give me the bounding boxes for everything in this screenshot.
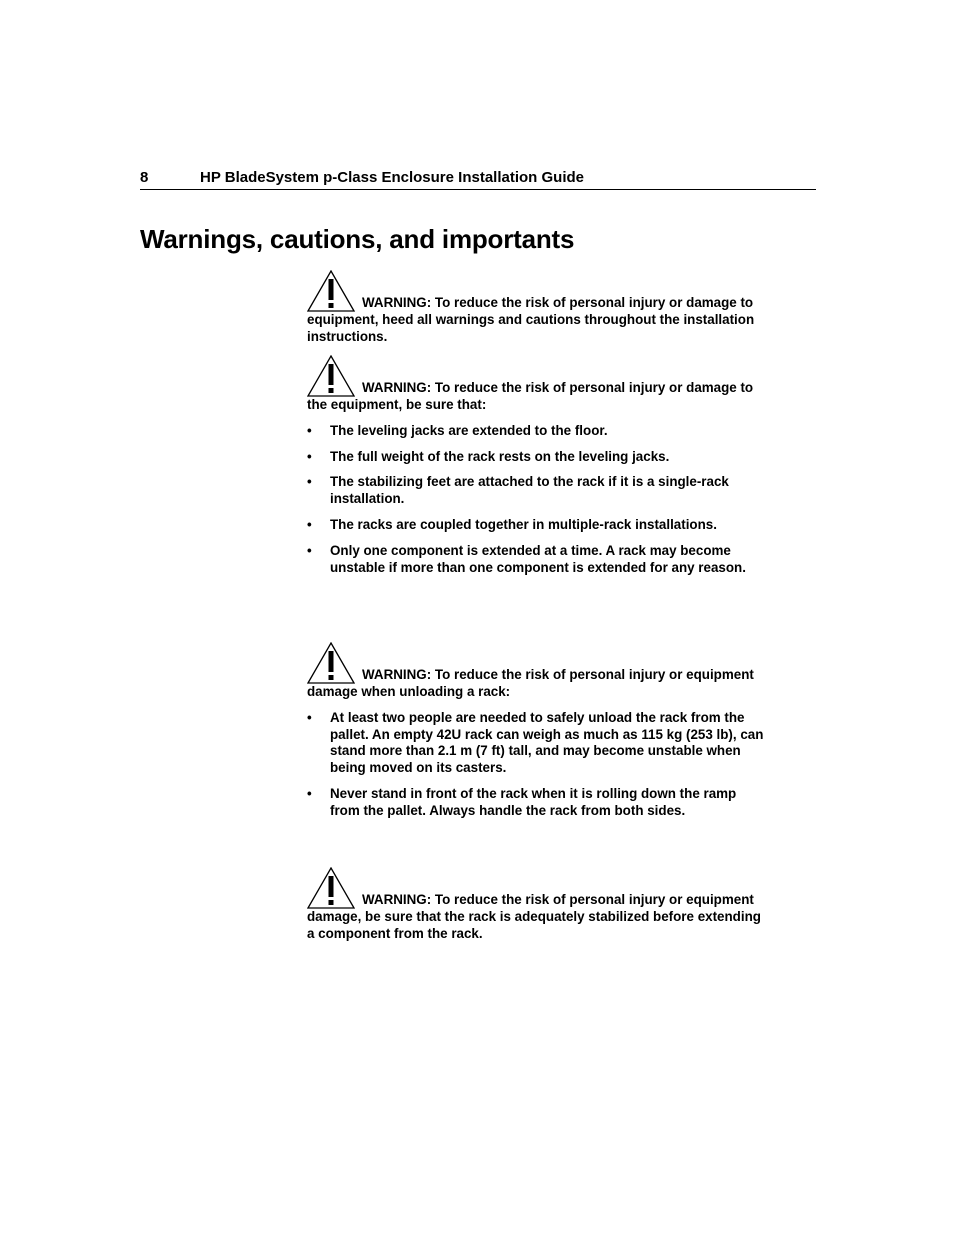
bullet-list xyxy=(307,710,767,820)
warning-block-4 xyxy=(307,867,767,943)
list-item: • The stabilizing feet are attached to the rack if it is a single-rack installation. xyxy=(307,474,729,507)
list-item: • The racks are coupled together in multiple-rack installations. xyxy=(307,516,717,532)
page-number: 8 xyxy=(140,169,149,186)
list-item: • The leveling jacks are extended to the floor. xyxy=(307,422,608,438)
warning-text: WARNING: To reduce the risk of personal injury or damage to equipment, heed all warnings and cautions throughout the installation instructions. xyxy=(307,270,767,346)
list-item: • The full weight of the rack rests on the leveling jacks. xyxy=(307,448,670,464)
warning-text: WARNING: To reduce the risk of personal injury or equipment damage, be sure that the rack is adequately stabilized before extending a component from the rack. xyxy=(307,867,767,943)
warning-triangle-icon xyxy=(307,642,355,684)
warning-block-2 xyxy=(307,355,767,585)
warning-triangle-icon xyxy=(307,270,355,312)
warning-block-1 xyxy=(307,270,767,346)
warning-triangle-icon xyxy=(307,355,355,397)
list-item: • Never stand in front of the rack when it is rolling down the ramp from the pallet. Always handle the rack from both sides. xyxy=(307,785,737,818)
bullet-list xyxy=(307,423,767,577)
section-title: Warnings, cautions, and importants xyxy=(140,224,575,254)
warning-text: WARNING: To reduce the risk of personal injury or damage to the equipment, be sure that: xyxy=(307,355,767,414)
list-item: • At least two people are needed to safely unload the rack from the pallet. An empty 42U rack can weigh as much as 115 kg (253 lb), can stand more than 2.1 m (7 ft) tall, and may become unstable when being moved on its casters. xyxy=(307,709,764,776)
warning-text: WARNING: To reduce the risk of personal injury or equipment damage when unloading a rack: xyxy=(307,642,767,701)
guide-title: HP BladeSystem p-Class Enclosure Installation Guide xyxy=(200,169,585,186)
warning-triangle-icon xyxy=(307,867,355,909)
warning-block-3 xyxy=(307,642,767,829)
running-header xyxy=(140,168,816,190)
list-item: • Only one component is extended at a time. A rack may become unstable if more than one component is extended for any reason. xyxy=(307,542,746,575)
